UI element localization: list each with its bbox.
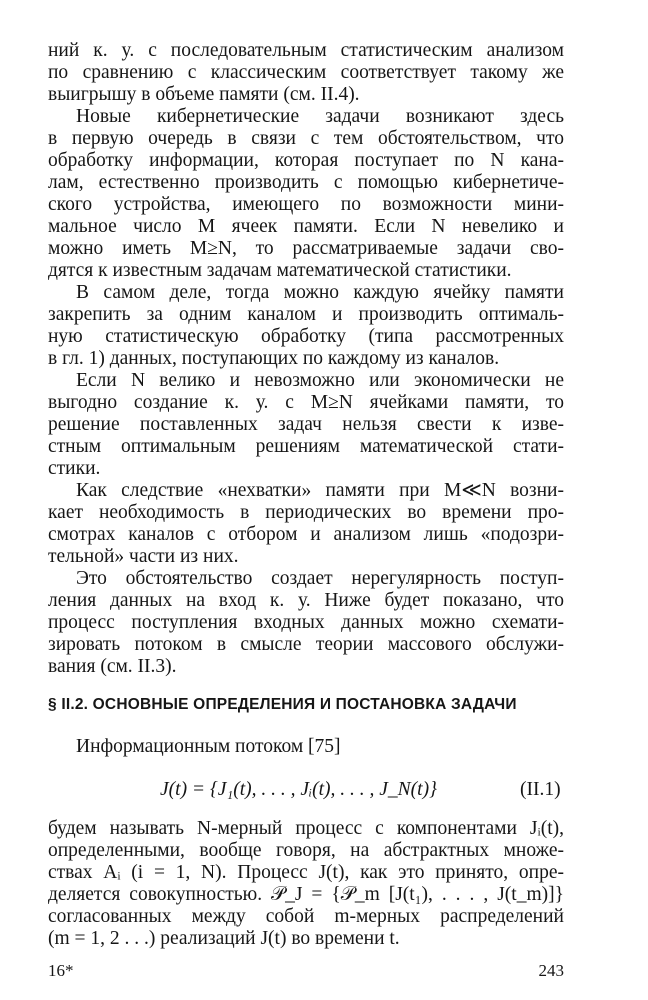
text-line: Если N велико и невозможно или экономически не bbox=[76, 370, 564, 391]
text-line: определенными, вообще говоря, на абстрактных множе- bbox=[48, 840, 564, 861]
text-line: ний к. у. с последовательным статистическим анализом bbox=[48, 40, 564, 61]
equation-number: (II.1) bbox=[520, 779, 561, 800]
text-line: Новые кибернетические задачи возникают здесь bbox=[76, 106, 564, 127]
text-line: стики. bbox=[48, 458, 101, 479]
text-line: выигрышу в объеме памяти (см. II.4). bbox=[48, 84, 360, 105]
text-line: Это обстоятельство создает нерегулярность поступ- bbox=[76, 568, 564, 589]
section-heading: § II.2. ОСНОВНЫЕ ОПРЕДЕЛЕНИЯ И ПОСТАНОВКА ЗАДАЧИ bbox=[48, 696, 517, 713]
text-line: можно иметь M≥N, то рассматриваемые задачи сво- bbox=[48, 238, 564, 259]
text-line: в гл. 1) данных, поступающих по каждому из каналов. bbox=[48, 348, 500, 369]
text-line: мальное число M ячеек памяти. Если N невелико и bbox=[48, 216, 564, 237]
text-line: решение поставленных задач нельзя свести к изве- bbox=[48, 414, 564, 435]
text-line: лам, естественно производить с помощью кибернетиче- bbox=[48, 172, 564, 193]
signature-mark: 16* bbox=[48, 961, 74, 980]
text-line: ского устройства, имеющего по возможности мини- bbox=[48, 194, 564, 215]
page-number: 243 bbox=[538, 961, 564, 980]
text-line: выгодно создание к. у. с M≥N ячейками памяти, то bbox=[48, 392, 564, 413]
intro-line: Информационным потоком [75] bbox=[76, 736, 341, 757]
text-line: будем называть N-мерный процесс с компонентами Jᵢ(t), bbox=[48, 818, 564, 839]
text-line: обработку информации, которая поступает по N кана- bbox=[48, 150, 564, 171]
text-line: тельной» части из них. bbox=[48, 546, 239, 567]
equation: J(t) = {J₁(t), . . . , Jᵢ(t), . . . , J_N(t)} bbox=[160, 779, 437, 800]
text-line: кает необходимость в периодических во времени про- bbox=[48, 502, 564, 523]
text-line: процесс поступления входных данных можно схемати- bbox=[48, 612, 564, 633]
text-line: согласованных между собой m-мерных распределений bbox=[48, 906, 564, 927]
text-line: закрепить за одним каналом и производить оптималь- bbox=[48, 304, 564, 325]
text-line: в первую очередь в связи с тем обстоятельством, что bbox=[48, 128, 564, 149]
text-line: стным оптимальным решениям математической стати- bbox=[48, 436, 564, 457]
text-line: зировать потоком в смысле теории массового обслужи- bbox=[48, 634, 564, 655]
text-line: Как следствие «нехватки» памяти при M≪N возни- bbox=[76, 480, 564, 501]
text-line: дятся к известным задачам математической статистики. bbox=[48, 260, 512, 281]
text-line: ствах Aᵢ (i = 1, N). Процесс J(t), как это принято, опре- bbox=[48, 862, 564, 883]
text-line: вания (см. II.3). bbox=[48, 656, 177, 677]
text-line: ную статистическую обработку (типа рассмотренных bbox=[48, 326, 564, 347]
text-line: по сравнению с классическим соответствует такому же bbox=[48, 62, 564, 83]
text-line: (m = 1, 2 . . .) реализаций J(t) во времени t. bbox=[48, 928, 400, 949]
text-line: деляется совокупностью. 𝒫_J = {𝒫_m [J(t₁), . . . , J(t_m)]} bbox=[48, 884, 564, 905]
text-line: ления данных на вход к. у. Ниже будет показано, что bbox=[48, 590, 564, 611]
text-line: В самом деле, тогда можно каждую ячейку памяти bbox=[76, 282, 564, 303]
text-line: смотрах каналов с отбором и анализом лишь «подозри- bbox=[48, 524, 564, 545]
